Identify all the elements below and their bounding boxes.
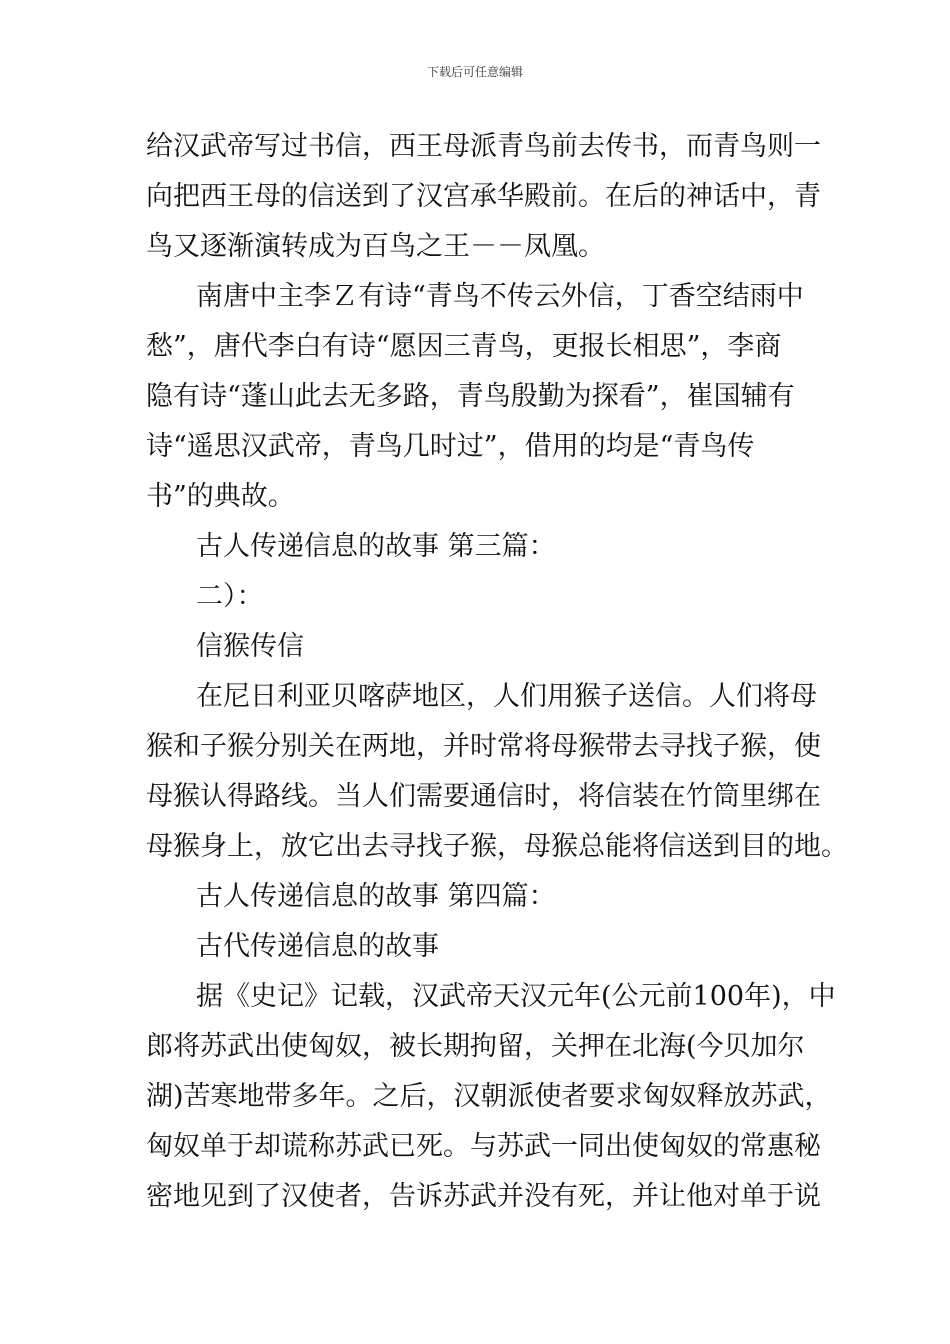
section-heading: 古人传递信息的故事 第三篇： <box>196 531 556 562</box>
body-text-line: 向把西王母的信送到了汉宫承华殿前。在后的神话中，青 <box>146 181 821 212</box>
body-text-line: 据《史记》记载，汉武帝天汉元年(公元前100年)，中 <box>196 981 836 1012</box>
body-text-line: 诗“遥思汉武帝，青鸟几时过”，借用的均是“青鸟传 <box>146 431 755 462</box>
body-text-line: 母猴认得路线。当人们需要通信时，将信装在竹筒里绑在 <box>146 781 821 812</box>
body-text-line: 隐有诗“蓬山此去无多路，青鸟殷勤为探看”，崔国辅有 <box>146 381 795 412</box>
body-text-line: 在尼日利亚贝喀萨地区，人们用猴子送信。人们将母 <box>196 681 817 712</box>
body-text-line: 母猴身上，放它出去寻找子猴，母猴总能将信送到目的地。 <box>146 831 848 862</box>
section-subheading: 二）： <box>196 581 264 612</box>
body-text-line: 郎将苏武出使匈奴，被长期拘留，关押在北海(今贝加尔 <box>146 1031 805 1062</box>
body-text-line: 密地见到了汉使者，告诉苏武并没有死，并让他对单于说 <box>146 1181 821 1212</box>
story-title: 古代传递信息的故事 <box>196 931 439 962</box>
body-text-line: 鸟又逐渐演转成为百鸟之王－－凤凰。 <box>146 231 605 262</box>
section-heading: 古人传递信息的故事 第四篇： <box>196 881 556 912</box>
body-text-line: 湖)苦寒地带多年。之后，汉朝派使者要求匈奴释放苏武， <box>146 1081 832 1112</box>
body-text-line: 匈奴单于却谎称苏武已死。与苏武一同出使匈奴的常惠秘 <box>146 1131 821 1162</box>
body-text-line: 猴和子猴分别关在两地，并时常将母猴带去寻找子猴，使 <box>146 731 821 762</box>
body-text-line: 愁”，唐代李白有诗“愿因三青鸟，更报长相思”，李商 <box>146 331 782 362</box>
page-header: 下载后可任意编辑 <box>426 65 523 79</box>
body-text-line: 书”的典故。 <box>146 481 295 512</box>
story-title: 信猴传信 <box>196 631 304 662</box>
body-text-line: 给汉武帝写过书信，西王母派青鸟前去传书，而青鸟则一 <box>146 131 821 162</box>
body-text-line: 南唐中主李Ｚ有诗“青鸟不传云外信，丁香空结雨中 <box>196 281 804 312</box>
